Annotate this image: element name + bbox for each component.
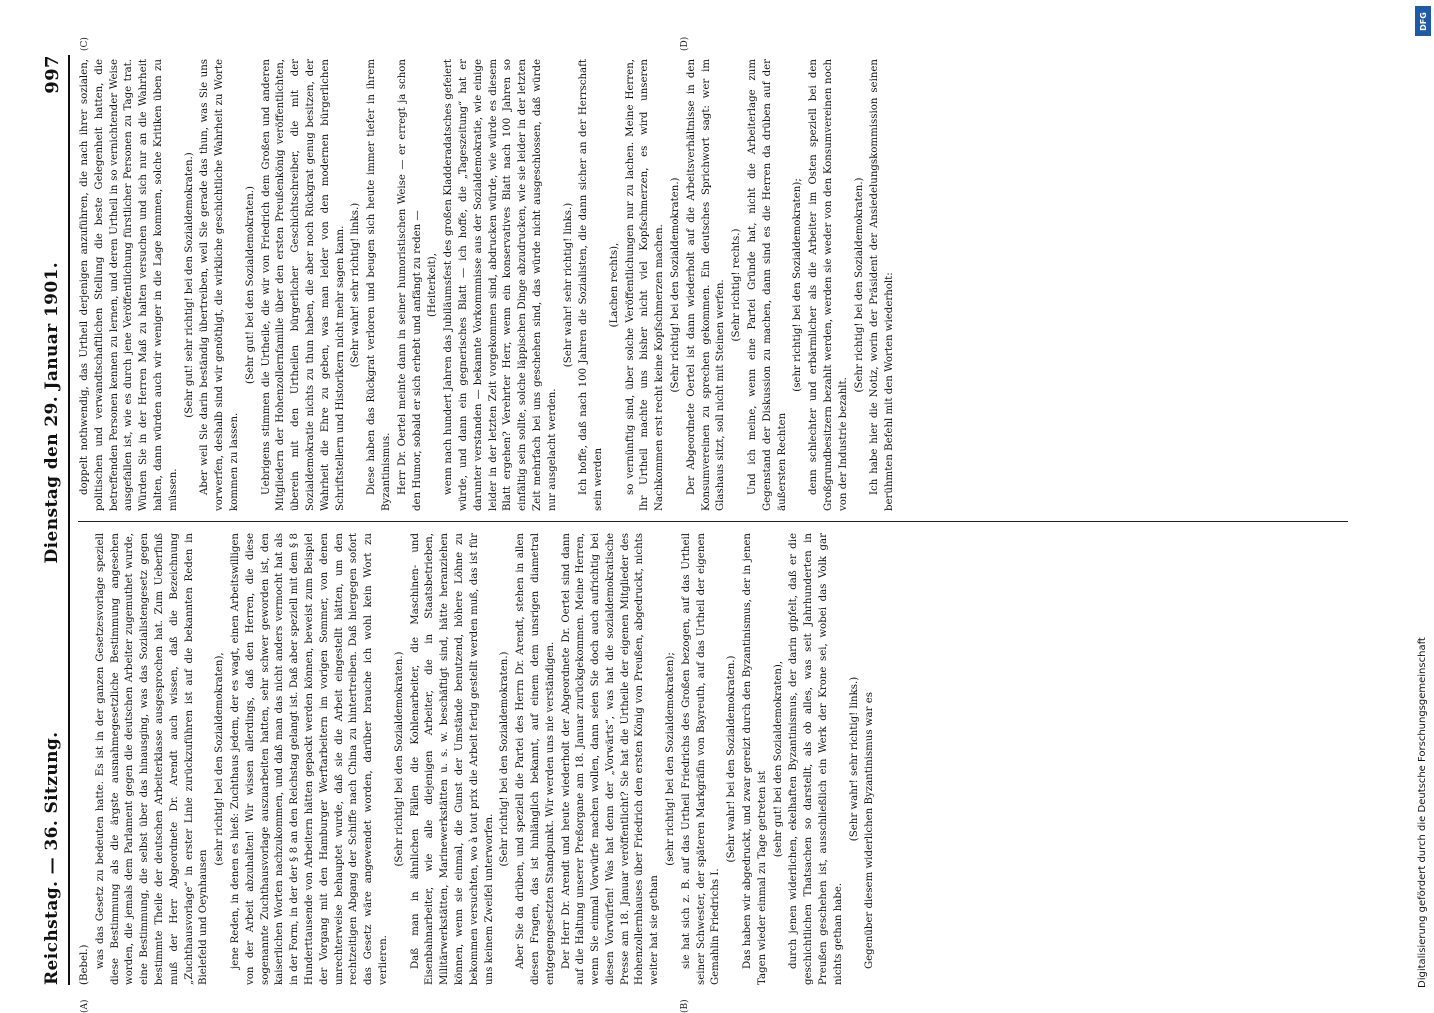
right-column <box>78 59 1378 511</box>
interjection: (Heiterkeit), <box>427 253 439 317</box>
paragraph: Der Abgeordnete Oertel ist dann wiederholt auf die Arbeitsverhältnisse in den Konsumvereinen zu sprechen gekommen. Ein deutsches Sprichwort sagt: wer im Glashaus sitzt, soll nicht mit Steinen werfen. <box>685 59 727 511</box>
interjection: (Sehr richtig! rechts.) <box>731 228 743 342</box>
paragraph: was das Gesetz zu bedeuten hatte. Es ist in der ganzen Gesetzesvorlage speziell diese Bestimmung als die ärgste ausnahmegesetzliche Bestimmung angesehen worden, die jemals dem Parlament gegen die deutschen Arbeiter zugemuthet wurde, eine Bestimmung, die selbst über das hinausging, was das Sozialistengesetz gegen bestimmte Theile der deutschen Arbeiterklasse ausgesprochen hat. Zum Ueberfluß muß der Herr Abgeordnete Dr. Arendt auch wissen, daß die Bezeichnung „Zuchthausvorlage“ in erster Linie zurückzuführen ist auf die bekannten Reden in Bielefeld und Oeynhausen <box>94 533 210 985</box>
interjection: (Sehr gut! sehr richtig! bei den Sozialdemokraten.) <box>183 152 195 418</box>
paragraph: Der Herr Dr. Arendt und heute wiederholt der Abgeordnete Dr. Oertel sind dann auf die Haltung unserer Preßorgane am 18. Januar zurückgekommen. Meine Herren, wenn Sie einmal Vorwürfe machen wollen, dann seien Sie doch auch aufrichtig bei diesen Vorwürfen! Was hat denn der „Vorwärts“, was hat die sozialdemokratische Presse am 18. Januar veröffentlicht? Sie hat die Urtheile der eigenen Mitglieder des Hohenzollernhauses über Friedrich den ersten König von Preußen, abgedruckt, nichts weiter hat sie gethan <box>560 533 661 985</box>
header-rule <box>68 55 70 985</box>
margin-marker-d: (D) <box>680 36 690 51</box>
paragraph: Und ich meine, wenn eine Partei Gründe hat, nicht die Arbeiterlage zum Gegenstand der Diskussion zu machen, dann sind es die Herren da drüben auf der äußersten Rechten <box>747 59 788 511</box>
paragraph: Das haben wir abgedruckt, und zwar gereizt durch den Byzantinismus, der in jenen Tagen wieder einmal zu Tage getreten ist <box>742 533 768 985</box>
margin-marker-b: (B) <box>680 999 690 1013</box>
interjection: (Sehr wahr! sehr richtig! links.) <box>562 202 574 368</box>
paragraph: Herr Dr. Oertel meinte dann in seiner humoristischen Weise — er erregt ja schon den Humor, sobald er sich erhebt und anfängt zu reden — <box>396 59 423 511</box>
interjection: (Sehr wahr! sehr richtig! links.) <box>350 202 362 368</box>
dfg-logo: DFG <box>1415 6 1431 36</box>
margin-marker-a: (A) <box>80 999 90 1013</box>
paragraph: Aber Sie da drüben, und speziell die Partei des Herrn Dr. Arendt, stehen in allen diesen Fragen, das ist hinlänglich bekannt, auf einem dem unsrigen diametral entgegengesetzten Standpunkt. Wir werden uns nie verständigen. <box>515 533 556 985</box>
interjection: (Lachen rechts), <box>608 242 620 328</box>
credit-text: Digitalisierung gefördert durch die Deutsche Forschungsgemeinschaft <box>1417 637 1428 988</box>
interjection: (Sehr richtig! bei den Sozialdemokraten.) <box>499 651 511 867</box>
interjection: (Sehr richtig! bei den Sozialdemokraten.) <box>670 177 682 393</box>
paragraph: Ich habe hier die Notiz, worin der Präsident der Ansiedelungskommission seinen berühmten Befehl mit den Worten wiederholt: <box>869 59 896 511</box>
interjection: (Sehr wahr! sehr richtig! links.) <box>848 676 860 842</box>
interjection: (sehr richtig! bei den Sozialdemokraten); <box>665 652 677 866</box>
header-left: Reichstag. — 36. Sitzung. <box>42 731 62 985</box>
paragraph: sie hat sich z. B. auf das Urtheil Friedrichs des Großen bezogen, auf das Urtheil seiner Schwester, der späteren Markgräfin von Bayreuth, auf das Urtheil der eigenen Gemahlin Friedrichs I. <box>680 533 722 985</box>
interjection: (sehr gut! bei den Sozialdemokraten), <box>772 660 784 858</box>
paragraph: durch jenen widerlichen, ekelhaften Byzantinismus, der darin gipfelt, daß er die geschichtlichen Thatsachen so darstellt, als ob alles, was seit Jahrhunderten in Preußen geschehen ist, ausschließlich ein Werk der Krone sei, wobei das Volk gar nichts gethan habe. <box>788 533 844 985</box>
paragraph: Aber weil Sie darin beständig übertreiben, weil Sie gerade das thun, was Sie uns vorwerfen, deshalb sind wir genöthigt, die wirkliche geschichtliche Wahrheit zu Worte kommen zu lassen. <box>199 59 240 511</box>
interjection: (Sehr richtig! bei den Sozialdemokraten.) <box>853 177 865 393</box>
margin-marker-c: (C) <box>80 37 90 51</box>
paragraph: wenn nach hundert Jahren das Jubiläumsfest des großen Kladderadatsches gefeiert würde, und dann ein gegnerisches Blatt — ich hoffe, die „Tageszeitung“ hat er darunter verstanden — bekannte Vorkommnisse aus der Sozialdemokratie, wie einige leider in der letzten Zeit vorgekommen sind, abdrucken würde, wie würde es diesem Blatt ergehen? Verehrter Herr, wenn ein konservatives Blatt nach 100 Jahren so einfältig sein sollte, solche läppischen Dinge abzudrucken, wie sie leider in der letzten Zeit mehrfach bei uns geschehen sind, das würde nicht ausgeschlossen, daß würde nur ausgelacht werden. <box>443 59 558 511</box>
paragraph: doppelt nothwendig, das Urtheil derjenigen anzuführen, die nach ihrer sozialen, politischen und verwandtschaftlichen Stellung die beste Gelegenheit hatten, die betreffenden Personen kennen zu lernen, und deren Urtheil in so vernichtender Weise ausgefallen ist, wie es durch jene Veröffentlichung fürstlicher Personen zu Tage trat. Würden Sie in der Herren Maß zu halten versuchen und sich nur an die Wahrheit halten, dann würden auch wir weniger in die Lage kommen, solche Kritiken üben zu müssen. <box>79 59 179 511</box>
paragraph: denn schlechter und erbärmlicher als die Arbeiter im Osten speziell bei den Großgrundbesitzern bezahlt werden, werden sie weder von den Konsumvereinen noch von der Industrie bezahlt. <box>808 59 849 511</box>
left-column <box>78 533 1378 985</box>
rotated-page-body <box>40 36 1395 1013</box>
interjection: (sehr richtig! bei den Sozialdemokraten), <box>214 652 226 866</box>
paragraph: Daß man in ähnlichen Fällen die Kohlenarbeiter, die Maschinen- und Eisenbahnarbeiter, wie alle diejenigen Arbeiter, die in Staatsbetrieben, Militärwerkstätten, Marinewerkstätten u. s. w. beschäftigt sind, hätte heranziehen können, wenn sie einmal, die Gunst der Umstände benutzend, höhere Löhne zu bekommen versuchten, wo à tout prix die Arbeit fertig gestellt werden muß, das ist für uns keinem Zweifel unterworfen. <box>409 533 495 985</box>
paragraph: Gegenüber diesem widerlichen Byzantinismus war es <box>864 692 876 969</box>
digitization-credit <box>1412 8 1432 993</box>
page-number: 997 <box>41 55 63 94</box>
interjection: (Sehr richtig! bei den Sozialdemokraten.) <box>393 651 405 867</box>
header-date: Dienstag den 29. Januar 1901. <box>42 261 62 564</box>
paragraph: so vernünftig sind, über solche Veröffentlichungen nur zu lachen. Meine Herren, Ihr Urtheil machte uns bisher nicht viel Kopfschmerzen, es wird unseren Nachkommen erst recht keine Kopfschmerzen machen. <box>624 59 666 511</box>
interjection: (sehr richtig! bei den Sozialdemokraten); <box>792 178 804 392</box>
running-header <box>40 55 64 985</box>
paragraph: Diese haben das Rückgrat verloren und beugen sich heute immer tiefer in ihrem Byzantinismus. <box>366 59 392 511</box>
column-divider <box>78 521 1348 522</box>
speaker-label: (Bebel.) <box>79 944 90 985</box>
interjection: (Sehr gut! bei den Sozialdemokraten.) <box>244 186 256 384</box>
interjection: (Sehr wahr! bei den Sozialdemokraten.) <box>726 655 738 863</box>
paragraph: Uebrigens stimmen die Urtheile, die wir von Friedrich dem Großen und anderen Mitgliedern der Hohenzollernfamilie über den ersten Preußenkönig veröffentlichten, überein mit den Urtheilen bürgerlicher Geschichtschreiber, die mit der Sozialdemokratie nichts zu thun haben, die aber noch Rückgrat genug besitzen, der Wahrheit die Ehre zu geben, was man leider von den modernen bürgerlichen Schriftstellern und Historikern nicht mehr sagen kann. <box>260 59 346 511</box>
paragraph: Ich hoffe, daß nach 100 Jahren die Sozialisten, die dann sicher an der Herrschaft sein werden <box>578 59 605 511</box>
paragraph: jene Reden, in denen es hieß: Zuchthaus jedem, der es wagt, einen Arbeitswilligen von der Arbeit abzuhalten! Wir wissen allerdings, daß den Herren, die diese sogenannte Zuchthausvorlage auszuarbeiten hatten, sehr schwer geworden ist, den kaiserlichen Worten nachzukommen, und daß man das nicht anders vermocht hat als in der Form, in der der § 8 an den Reichstag gelangt ist. Daß aber speziell mit dem § 8 Hunderttausende von Arbeitern hätten gepackt werden können, beweist zum Beispiel der Vorgang mit den Hamburger Werftarbeitern im vorigen Sommer, von denen unrechterweise behauptet wurde, daß sie die Arbeit eingestellt hätten, um den rechtzeitigen Abgang der Schiffe nach China zu hintertreiben. Daß hiergegen sofort das Gesetz wäre angewendet worden, darüber brauche ich wohl kein Wort zu verlieren. <box>229 533 389 985</box>
